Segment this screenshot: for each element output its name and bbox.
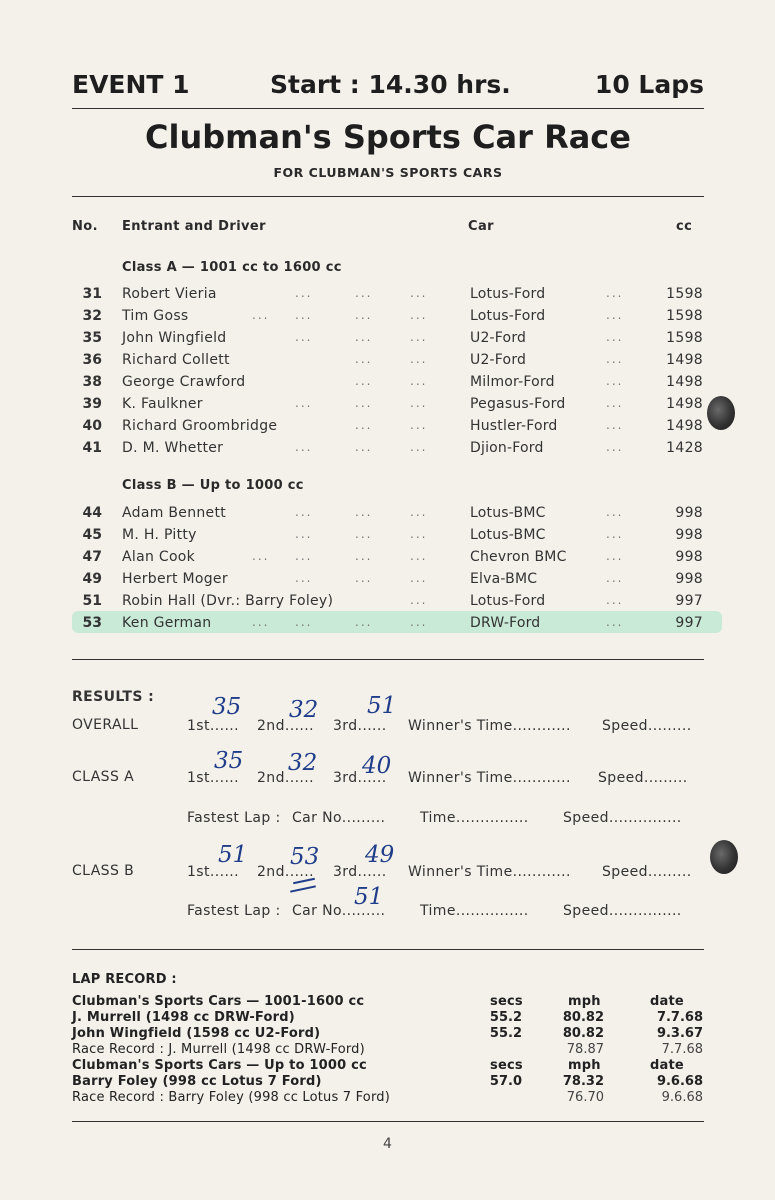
results-heading: RESULTS : bbox=[72, 689, 155, 705]
entry-row bbox=[0, 440, 775, 461]
event-header bbox=[72, 70, 704, 104]
handwritten-class-b-2nd: 53 bbox=[290, 844, 320, 870]
dot-leader: ... bbox=[355, 352, 373, 366]
driver-name: Robin Hall (Dvr.: Barry Foley) bbox=[122, 593, 334, 609]
class-a-first: 1st...... bbox=[187, 770, 239, 786]
dot-leader: ... bbox=[355, 308, 373, 322]
entry-row bbox=[0, 505, 775, 526]
handwritten-overall-2nd: 32 bbox=[289, 697, 319, 723]
lap-record-date: 9.6.68 bbox=[661, 1090, 703, 1105]
driver-name: John Wingfield bbox=[122, 330, 227, 346]
overall-speed: Speed......... bbox=[602, 718, 692, 734]
dot-leader: ... bbox=[606, 549, 624, 563]
event-number: EVENT 1 bbox=[72, 70, 190, 99]
class-b-fastest-lap: Fastest Lap : bbox=[187, 903, 281, 919]
dot-leader: ... bbox=[606, 571, 624, 585]
class-a-winners-time: Winner's Time............ bbox=[408, 770, 571, 786]
dot-leader: ... bbox=[410, 440, 428, 454]
car-model: U2-Ford bbox=[470, 352, 527, 368]
entry-row bbox=[0, 352, 775, 373]
dot-leader: ... bbox=[295, 571, 313, 585]
engine-cc: 1598 bbox=[666, 286, 703, 302]
lap-record-group-title: Clubman's Sports Cars — Up to 1000 cc bbox=[72, 1058, 367, 1073]
dot-leader: ... bbox=[355, 440, 373, 454]
car-model: Lotus-BMC bbox=[470, 527, 546, 543]
engine-cc: 997 bbox=[675, 593, 703, 609]
class-b-speed: Speed......... bbox=[602, 864, 692, 880]
dot-leader: ... bbox=[295, 527, 313, 541]
overall-label: OVERALL bbox=[72, 717, 139, 733]
car-model: Lotus-BMC bbox=[470, 505, 546, 521]
dot-leader: ... bbox=[355, 396, 373, 410]
dot-leader: ... bbox=[355, 505, 373, 519]
handwritten-class-a-1st: 35 bbox=[214, 748, 244, 774]
entry-row bbox=[0, 549, 775, 570]
handwritten-underline-2 bbox=[290, 885, 316, 892]
driver-name: Herbert Moger bbox=[122, 571, 228, 587]
engine-cc: 998 bbox=[675, 527, 703, 543]
class-b-lap-speed: Speed............... bbox=[563, 903, 682, 919]
class-a-car-no: Car No......... bbox=[292, 810, 386, 826]
entry-row bbox=[0, 593, 775, 614]
car-number: 41 bbox=[82, 440, 102, 456]
dot-leader: ... bbox=[606, 505, 624, 519]
handwritten-class-b-1st: 51 bbox=[218, 842, 248, 868]
driver-name: Richard Collett bbox=[122, 352, 230, 368]
class-a-lap-speed: Speed............... bbox=[563, 810, 682, 826]
lap-record-name: John Wingfield (1598 cc U2-Ford) bbox=[72, 1026, 321, 1041]
car-number: 40 bbox=[82, 418, 102, 434]
dot-leader: ... bbox=[606, 593, 624, 607]
lap-record-secs: 55.2 bbox=[489, 1026, 522, 1041]
race-title: Clubman's Sports Car Race bbox=[145, 118, 631, 156]
lap-record-col-mph: mph bbox=[568, 1058, 601, 1073]
dot-leader: ... bbox=[410, 418, 428, 432]
dot-leader: ... bbox=[295, 308, 313, 322]
dot-leader: ... bbox=[606, 308, 624, 322]
car-number: 31 bbox=[82, 286, 102, 302]
dot-leader: ... bbox=[410, 374, 428, 388]
lap-record-col-date: date bbox=[650, 1058, 684, 1073]
lap-count: 10 Laps bbox=[594, 70, 704, 99]
dot-leader: ... bbox=[410, 505, 428, 519]
lap-record-mph: 78.87 bbox=[566, 1042, 604, 1057]
handwritten-overall-3rd: 51 bbox=[367, 693, 397, 719]
car-number: 51 bbox=[82, 593, 102, 609]
dot-leader: ... bbox=[252, 615, 270, 629]
dot-leader: ... bbox=[355, 286, 373, 300]
engine-cc: 1498 bbox=[666, 374, 703, 390]
dot-leader: ... bbox=[355, 615, 373, 629]
dot-leader: ... bbox=[295, 286, 313, 300]
dot-leader: ... bbox=[606, 396, 624, 410]
start-time: Start : 14.30 hrs. bbox=[270, 70, 511, 99]
car-number: 32 bbox=[82, 308, 102, 324]
entries-rule bbox=[72, 659, 704, 660]
car-model: DRW-Ford bbox=[470, 615, 541, 631]
dot-leader: ... bbox=[410, 308, 428, 322]
handwritten-class-b-fastest-car: 51 bbox=[354, 884, 384, 910]
class-a-speed: Speed......... bbox=[598, 770, 688, 786]
handwritten-class-a-2nd: 32 bbox=[288, 750, 318, 776]
class-b-lap-time: Time............... bbox=[420, 903, 529, 919]
engine-cc: 998 bbox=[675, 549, 703, 565]
dot-leader: ... bbox=[606, 352, 624, 366]
dot-leader: ... bbox=[355, 527, 373, 541]
car-model: Milmor-Ford bbox=[470, 374, 555, 390]
dot-leader: ... bbox=[252, 308, 270, 322]
dot-leader: ... bbox=[606, 374, 624, 388]
car-number: 47 bbox=[82, 549, 102, 565]
class-b-car-no: Car No......... bbox=[292, 903, 386, 919]
lap-record-col-secs: secs bbox=[490, 1058, 523, 1073]
dot-leader: ... bbox=[410, 571, 428, 585]
entry-row bbox=[0, 286, 775, 307]
dot-leader: ... bbox=[410, 286, 428, 300]
overall-first: 1st...... bbox=[187, 718, 239, 734]
car-model: U2-Ford bbox=[470, 330, 527, 346]
car-model: Lotus-Ford bbox=[470, 286, 546, 302]
dot-leader: ... bbox=[606, 286, 624, 300]
dot-leader: ... bbox=[606, 330, 624, 344]
class-a-label: CLASS A bbox=[72, 769, 135, 785]
lap-record-date: 9.3.67 bbox=[656, 1026, 703, 1041]
class-b-second: 2nd...... bbox=[257, 864, 314, 880]
class-a-lap-time: Time............... bbox=[420, 810, 529, 826]
lap-record-name: Race Record : Barry Foley (998 cc Lotus 7 Ford) bbox=[72, 1090, 390, 1105]
class-b-third: 3rd...... bbox=[333, 864, 387, 880]
car-model: Chevron BMC bbox=[470, 549, 567, 565]
lap-record-name: Race Record : J. Murrell (1498 cc DRW-Ford) bbox=[72, 1042, 365, 1057]
binder-hole-bottom bbox=[710, 840, 738, 874]
dot-leader: ... bbox=[295, 440, 313, 454]
class-b-winners-time: Winner's Time............ bbox=[408, 864, 571, 880]
class-b-label: CLASS B bbox=[72, 863, 135, 879]
handwritten-class-b-3rd: 49 bbox=[365, 842, 395, 868]
driver-name: M. H. Pitty bbox=[122, 527, 197, 543]
car-number: 38 bbox=[82, 374, 102, 390]
dot-leader: ... bbox=[410, 352, 428, 366]
driver-name: D. M. Whetter bbox=[122, 440, 224, 456]
results-rule bbox=[72, 949, 704, 950]
dot-leader: ... bbox=[355, 330, 373, 344]
car-number: 45 bbox=[82, 527, 102, 543]
car-model: Lotus-Ford bbox=[470, 593, 546, 609]
class-a-third: 3rd...... bbox=[333, 770, 387, 786]
lap-record-date: 9.6.68 bbox=[656, 1074, 703, 1089]
entry-row bbox=[0, 396, 775, 417]
car-number: 36 bbox=[82, 352, 102, 368]
engine-cc: 1498 bbox=[666, 396, 703, 412]
entry-row bbox=[0, 374, 775, 395]
engine-cc: 998 bbox=[675, 505, 703, 521]
lap-record-date: 7.7.68 bbox=[661, 1042, 703, 1057]
dot-leader: ... bbox=[295, 396, 313, 410]
entry-row bbox=[0, 308, 775, 329]
engine-cc: 998 bbox=[675, 571, 703, 587]
dot-leader: ... bbox=[410, 330, 428, 344]
title-rule bbox=[72, 196, 704, 197]
entry-row bbox=[0, 571, 775, 592]
overall-third: 3rd...... bbox=[333, 718, 387, 734]
lap-record-mph: 80.82 bbox=[562, 1010, 604, 1025]
dot-leader: ... bbox=[295, 549, 313, 563]
dot-leader: ... bbox=[410, 593, 428, 607]
dot-leader: ... bbox=[410, 527, 428, 541]
lap-record-col-secs: secs bbox=[490, 994, 523, 1009]
col-cc: cc bbox=[676, 219, 693, 234]
engine-cc: 1428 bbox=[666, 440, 703, 456]
engine-cc: 997 bbox=[675, 615, 703, 631]
car-number: 44 bbox=[82, 505, 102, 521]
lap-record-date: 7.7.68 bbox=[656, 1010, 703, 1025]
dot-leader: ... bbox=[295, 505, 313, 519]
class-b-heading: Class B — Up to 1000 cc bbox=[122, 478, 304, 493]
lap-record-secs: 57.0 bbox=[489, 1074, 522, 1089]
class-a-heading: Class A — 1001 cc to 1600 cc bbox=[122, 260, 342, 275]
dot-leader: ... bbox=[606, 527, 624, 541]
dot-leader: ... bbox=[355, 571, 373, 585]
class-a-fastest-lap: Fastest Lap : bbox=[187, 810, 281, 826]
lap-record-secs: 55.2 bbox=[489, 1010, 522, 1025]
dot-leader: ... bbox=[410, 396, 428, 410]
col-entrant: Entrant and Driver bbox=[122, 219, 266, 234]
driver-name: George Crawford bbox=[122, 374, 246, 390]
car-model: Hustler-Ford bbox=[470, 418, 558, 434]
dot-leader: ... bbox=[410, 615, 428, 629]
engine-cc: 1598 bbox=[666, 308, 703, 324]
lap-record-name: J. Murrell (1498 cc DRW-Ford) bbox=[72, 1010, 295, 1025]
dot-leader: ... bbox=[252, 549, 270, 563]
car-number: 39 bbox=[82, 396, 102, 412]
dot-leader: ... bbox=[355, 418, 373, 432]
driver-name: Richard Groombridge bbox=[122, 418, 278, 434]
car-model: Pegasus-Ford bbox=[470, 396, 566, 412]
race-subtitle: FOR CLUBMAN'S SPORTS CARS bbox=[273, 165, 503, 180]
dot-leader: ... bbox=[606, 440, 624, 454]
entry-row bbox=[0, 418, 775, 439]
driver-name: Ken German bbox=[122, 615, 212, 631]
car-number: 35 bbox=[82, 330, 102, 346]
car-model: Elva-BMC bbox=[470, 571, 538, 587]
overall-winners-time: Winner's Time............ bbox=[408, 718, 571, 734]
entry-row bbox=[0, 330, 775, 351]
engine-cc: 1498 bbox=[666, 418, 703, 434]
dot-leader: ... bbox=[606, 418, 624, 432]
col-car: Car bbox=[468, 219, 494, 234]
entry-row bbox=[0, 527, 775, 548]
header-rule bbox=[72, 108, 704, 109]
entry-row bbox=[0, 615, 775, 636]
dot-leader: ... bbox=[355, 549, 373, 563]
page-number: 4 bbox=[383, 1136, 392, 1152]
driver-name: Robert Vieria bbox=[122, 286, 217, 302]
dot-leader: ... bbox=[410, 549, 428, 563]
car-number: 49 bbox=[82, 571, 102, 587]
lap-record-heading: LAP RECORD : bbox=[72, 972, 177, 987]
driver-name: Tim Goss bbox=[122, 308, 189, 324]
lap-record-col-date: date bbox=[650, 994, 684, 1009]
dot-leader: ... bbox=[606, 615, 624, 629]
class-a-second: 2nd...... bbox=[257, 770, 314, 786]
binder-hole-top bbox=[707, 396, 735, 430]
lap-record-name: Barry Foley (998 cc Lotus 7 Ford) bbox=[72, 1074, 322, 1089]
lap-record-mph: 78.32 bbox=[562, 1074, 604, 1089]
driver-name: K. Faulkner bbox=[122, 396, 203, 412]
handwritten-class-a-3rd: 40 bbox=[362, 753, 392, 779]
driver-name: Alan Cook bbox=[122, 549, 196, 565]
car-model: Lotus-Ford bbox=[470, 308, 546, 324]
lap-record-col-mph: mph bbox=[568, 994, 601, 1009]
driver-name: Adam Bennett bbox=[122, 505, 227, 521]
bottom-rule bbox=[72, 1121, 704, 1122]
dot-leader: ... bbox=[295, 330, 313, 344]
handwritten-overall-1st: 35 bbox=[212, 694, 242, 720]
lap-record-group-title: Clubman's Sports Cars — 1001-1600 cc bbox=[72, 994, 365, 1009]
dot-leader: ... bbox=[355, 374, 373, 388]
car-number: 53 bbox=[82, 615, 102, 631]
dot-leader: ... bbox=[295, 615, 313, 629]
engine-cc: 1598 bbox=[666, 330, 703, 346]
engine-cc: 1498 bbox=[666, 352, 703, 368]
class-b-first: 1st...... bbox=[187, 864, 239, 880]
overall-second: 2nd...... bbox=[257, 718, 314, 734]
col-no: No. bbox=[72, 219, 98, 234]
car-model: Djion-Ford bbox=[470, 440, 544, 456]
lap-record-mph: 80.82 bbox=[562, 1026, 604, 1041]
lap-record-mph: 76.70 bbox=[566, 1090, 604, 1105]
